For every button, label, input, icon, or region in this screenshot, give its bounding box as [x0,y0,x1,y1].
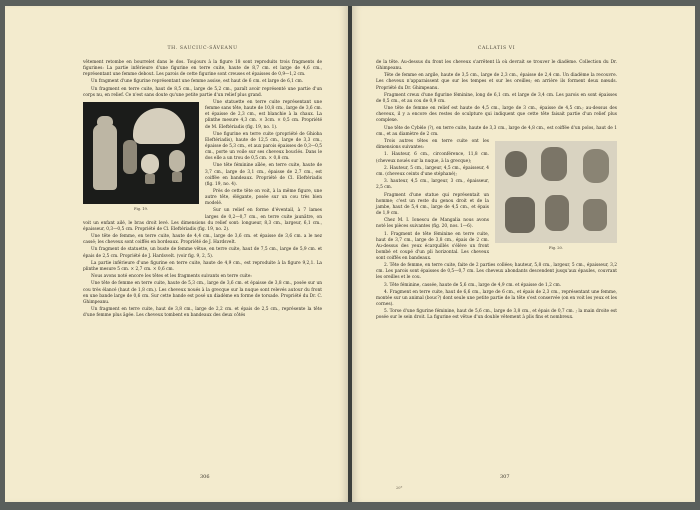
figure-19 [83,102,199,214]
left-page-number: 306 [200,474,210,480]
fragment-head-2 [541,147,567,181]
figure-19-photo [83,102,199,204]
left-paragraph: Un fragment de statuette, un buste de femme vêtue, en terre cuite, haut de 7,5 cm., large de 5,9 cm. et épais de 2,5 cm. Propriété de J. Hardsvelt. (voir fig. 9, 2, 5). [83,247,322,259]
right-paragraph: Chez M. I. Ionescu de Mangalia nous avons noté les pièces suivantes (fig. 20, nos. 1—6). [376,218,489,230]
right-page-number: 307 [500,474,510,480]
left-paragraph: Une statuette en terre cuite représentant une femme sans tête, haute de 10,8 cm., large de 3,6 cm. et épaisse de 2,3 cm., est blanchie à la chaux. La plinthe mesure 4,3 cm. × 3cm. × 0,5 cm. Propriété de M. Eleftériadis (fig. 19, no. 1). [205,100,322,130]
terracotta-statuette-body [93,124,117,190]
left-paragraph: Sur un relief en forme d'éventail, à 7 lames larges de 0,2—0,7 cm., en terre cuite jaunâtre, on voit un enfant ailé, le bras droit levé. Les dimensions du relief sont: longueur, 8,3 cm., largeur, 6,1 cm., épaisseur, 0,3—0,5 cm. Propriété de Cl. Eleftériadis (fig. 19, no. 2). [83,208,322,232]
right-paragraph: 2. Tête de femme, en terre cuite, faite de 2 parties collées; hauteur, 5,8 cm., largeur, 5 cm., épaisseur, 3,2 cm. Les parois sont épaisses de 0,5—0,7 cm. Les cheveux abondants descendent jusqu'aux épaules, couvrant les oreilles et le cou. [376,263,617,281]
left-paragraph: Un fragment d'une figurine représentant une femme assise, est haut de 6 cm. et large de 6,1 cm. [91,79,304,85]
figure-20-caption: Fig. 20. [549,246,563,251]
head-neck [172,172,182,182]
left-running-head: TH. SAUCIUC-SĂVEANU [167,46,238,51]
veiled-figurine [123,140,137,174]
left-paragraph: Une tête de femme en terre cuite, haute de 5,3 cm., large de 3,6 cm. et épaisse de 3,8 cm., posée sur un cou très élancé (haut de 1,8 cm.). Les cheveux noués à la grecque sur la nuque sont relevés autour du front en une bande large de 0,6 cm. Sur cette bande est posé un diadème en forme de torsade. Propriété du Dr. C. Ghimpeanu. [83,281,322,305]
head-neck [145,174,155,184]
right-paragraph: Une tête de femme en relief est haute de 4,5 cm., large de 3 cm., épaisse de 4,5 cm.; au-dessus des cheveux, il y a encore des restes de sculpture qui indiquent que cette tête faisait partie d'un relief plus complexe. [376,106,617,124]
winged-head [141,154,159,174]
right-paragraph: 5. Torse d'une figurine féminine, haut de 5,6 cm., large de 3,8 cm., et épais de 0,7 cm. ; la main droite est posée sur le sein droit. La figurine est vêtue d'un double vêtement à plis fins et nombreux. [376,309,617,321]
figure-20 [495,141,617,253]
figure-19-caption: Fig. 19. [134,207,148,212]
right-paragraph: Trois autres têtes en terre cuite ont les dimensions suivantes: [376,139,489,151]
left-paragraph: vêtement retombe en bourrelet dans le dos. Toujours à la figure 18 sont reproduits trois fragments de figurines: La partie inférieure d'une figurine en terre cuite, haute de 8,7 cm. et large de 4,6 cm., représentant une femme debout. Les parois de cette figurine sont creuses et épaisses de 0,9—1,2 cm. [83,60,322,78]
left-paragraph: Une figurine en terre cuite (propriété de Ghioba Eleftériadis), haute de 12,5 cm., large de 3,3 cm., épaisse de 5,3 cm., et aux parois épaisses de 0,3—0,5 cm., porte un voile sur ses cheveux bouclés. Dans le dos elle a un trou de 0,5 cm. × 0,8 cm. [205,131,323,162]
left-paragraph: Nous avons noté encore les têtes et les fragments suivants en terre cuite: [91,274,252,280]
left-paragraph: Près de cette tête on voit, à la même figure, une autre tête, élégante, posée sur un cou très bien modelé. [205,189,322,207]
right-paragraph: 1. Fragment de tête féminine en terre cuite, haut de 3,7 cm., large de 3,8 cm., épais de 2 cm. Au-dessus des yeux écarquillés s'élève un front bombé et coupé d'un pli horizontal. Les cheveux sont coiffés en bandeaux. [376,231,489,261]
left-paragraph: La partie inférieure d'une figurine en terre cuite, haute de 4,9 cm., est reproduite à la figure 9,2,1. La plinthe mesure 5 cm. × 2,7 cm. × 0,6 cm. [83,260,322,272]
left-paragraph: Une tête de femme, en terre cuite, haute de 4,4 cm., large de 3,6 cm. et épaisse de 3,6 cm. a le nez cassé; les cheveux sont coiffés en bordeaux. Propriété de J. Hardsvelt. [83,234,322,246]
fragment-head-6 [583,199,607,231]
right-paragraph: Fragment d'une statue qui représentait un homme; c'est un reste du genou droit et de la jambe, haut de 5,4 cm., large de 4,5 cm., et épais de 1,9 cm. [376,192,489,216]
left-paragraph: Un fragment en terre cuite, haut de 8,5 cm., large de 5,2 cm., paraît avoir représenté une partie d'un corps nu, en relief. Ce n'est sans doute qu'une petite partie d'un relief plus grand. [83,86,322,98]
left-page [5,6,348,502]
printer-signature: 20* [396,486,403,490]
right-paragraph: 3. hauteur, 4,5 cm., largeur, 3 cm., épaisseur, 2,5 cm. [376,179,489,191]
fragment-head-5 [545,195,569,231]
figure-20-photo [495,141,617,243]
left-paragraph: Une tête féminine aîlée, en terre cuite, haute de 3,7 cm., large de 3,1 cm., épaisse de 2,7 cm., est coiffée en bandeaux. Propriété de Cl. Eleftériadis (fig. 19, no. 4). [205,163,322,187]
fragment-head-4 [505,197,535,233]
fan-relief [133,108,185,144]
fragment-head-3 [583,149,609,183]
left-paragraph: Un fragment en terre cuite, haut de 3,8 cm., large de 2,2 cm. et épais de 2,5 cm., représente la tête d'une femme plus âgée. Les cheveux tombent en bandeaux des deux côtés [83,307,322,319]
fragment-head-1 [505,151,527,177]
right-running-head: CALLATIS VI [477,46,516,51]
right-paragraph: 3. Tête féminine, cassée, haute de 5,6 cm., large de 4,9 cm. et épaisse de 1,2 cm. [384,282,562,288]
right-paragraph: 4. Fragment en terre cuite, haut de 6,6 cm., large de 6 cm., et épais de 2,3 cm., représentant une femme, montée sur un animal (bouc?) dont seule une petite partie de la tête s'est conservée (on en voit les yeux et les cornes). [376,289,617,308]
right-page [352,6,695,502]
right-paragraph: de la tête. Au-dessus du front les cheveux s'arrêtent là où devrait se trouver le diadème. Collection du Dr. Ghimpeanu. [376,60,617,72]
right-paragraph: 1. Hauteur, 6 cm., circonférence, 11,8 cm. (cheveux noués sur la nuque, à la grecque); [376,152,489,164]
right-paragraph: Une tête de Cybèle (?), en terre cuite, haute de 3,3 cm., large de 4,8 cm., est coiffée d'un polos, haut de 1 cm., et au diamètre de 2 cm. [376,125,617,137]
right-paragraph: 2. Hauteur, 5 cm., largeur, 4,5 cm., épaisseur, 4 cm. (cheveux ceints d'une stéphané); [376,165,489,177]
female-head [169,150,185,172]
right-paragraph: Fragment creux d'une figurine féminine, long de 6,1 cm. et large de 3,4 cm. Les parois en sont épaisses de 0,5 cm., et au cou de 0,9 cm. [376,92,617,104]
right-paragraph: Tête de femme en argile, haute de 3,5 cm., large de 2,3 cm., épaisse de 2,4 cm. Un diadème la recouvre. Les cheveux n'apparaissent que sur les tempes et sur les oreilles; en arrière ils forment deux nœuds. Propriété du Dr. Ghimpeanu. [376,73,617,91]
